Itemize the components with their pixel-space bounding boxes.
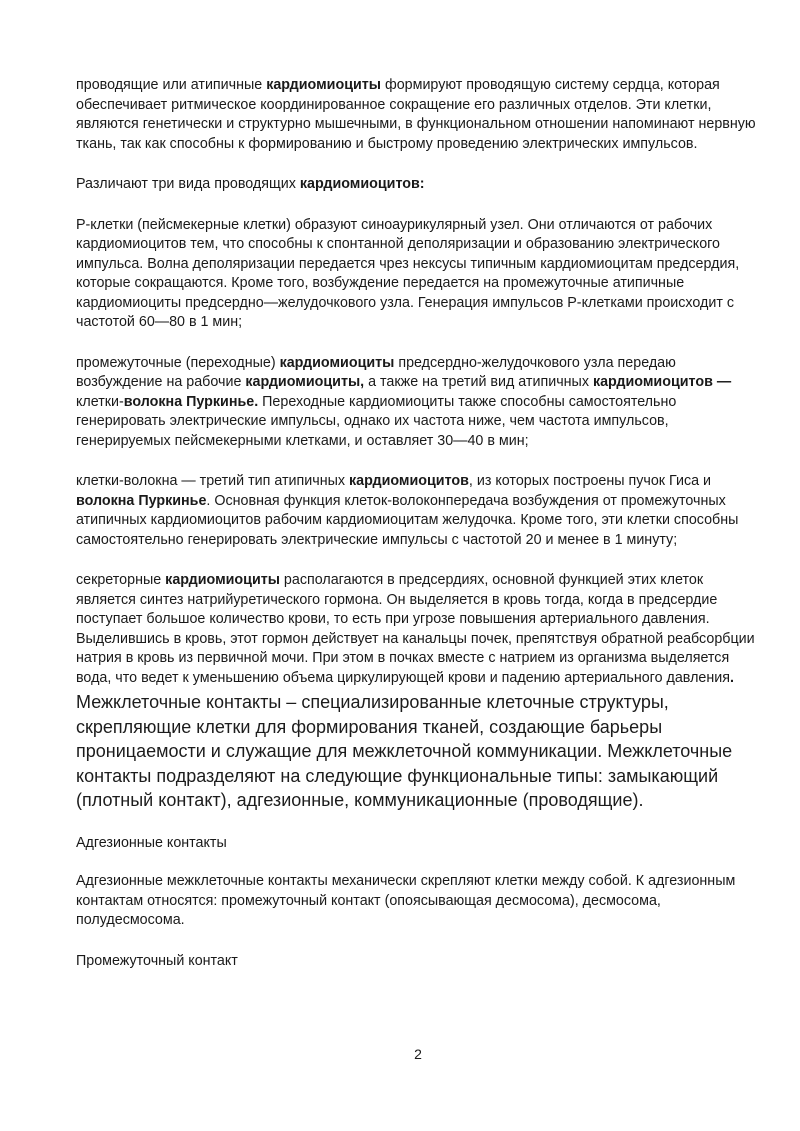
heading-adhesion-contacts: Адгезионные контакты [76, 834, 227, 851]
paragraph-secretory-cardiomyocytes: секреторные кардиомиоциты располагаются в предсердиях, основной функцией этих клеток является синтез натрийуретического гормона. Он выделяется в кровь тогда, когда в предсердие поступает большое количество крови, то есть при угрозе повышения артериального давления. Выделившись в кровь, этот гормон действует на канальцы почек, препятствуя обратной реабсорбции натрия в кровь из первичной мочи. При этом в почках вместе с натрием из организма выделяется вода, что ведет к уменьшению объема циркулирующей крови и падению артериального давления. [76, 572, 755, 686]
heading-intermediate-contact: Промежуточный контакт [76, 952, 238, 969]
paragraph-transitional-cardiomyocytes: промежуточные (переходные) кардиомиоциты предсердно-желудочкового узла передаю возбуждение на рабочие кардиомиоциты, а также на третий вид атипичных кардиомиоцитов — клетки-волокна Пуркинье. Переходные кардиомиоциты также способны самостоятельно генерировать электрические импульсы, однако их частота ниже, чем частота импульсов, генерируемых пейсмекерными клетками, и оставляет 30—40 в мин; [76, 354, 732, 449]
page-number: 2 [414, 1046, 422, 1062]
paragraph-p-cells: Р-клетки (пейсмекерные клетки) образуют синоаурикулярный узел. Они отличаются от рабочих кардиомиоцитов тем, что способны к спонтанной деполяризации и образованию электрического импульса. Волна деполяризации передается чрез нексусы типичным кардиомиоцитам предсердия, которые сокращаются. Кроме того, возбуждение передается на промежуточные атипичные кардиомиоциты предсердно—желудочкового узла. Генерация импульсов Р-клетками происходит с частотой 60—80 в 1 мин; [76, 216, 740, 330]
paragraph-intercellular-contacts: Межклеточные контакты – специализированные клеточные структуры, скрепляющие клетки для формирования тканей, создающие барьеры проницаемости и служащие для межклеточной коммуникации. Межклеточные контакты подразделяют на следующие функциональные типы: замыкающий (плотный контакт), адгезионные, коммуникационные (проводящие). [76, 692, 733, 811]
paragraph-conducting-cardiomyocytes: проводящие или атипичные кардиомиоциты формируют проводящую систему сердца, которая обеспечивает ритмическое координированное сокращение его различных отделов. Эти клетки, являются генетически и структурно мышечными, в функциональном отношении напоминают нервную ткань, так как способны к формированию и быстрому проведению электрических импульсов. [76, 77, 756, 152]
paragraph-three-types: Различают три вида проводящих кардиомиоцитов: [76, 176, 425, 192]
paragraph-adhesion-contacts: Адгезионные межклеточные контакты механически скрепляют клетки между собой. К адгезионным контактам относятся: промежуточный контакт (опоясывающая десмосома), десмосома, полудесмосома. [76, 873, 736, 929]
paragraph-cell-fibers: клетки-волокна — третий тип атипичных кардиомиоцитов, из которых построены пучок Гиса и волокна Пуркинье. Основная функция клеток-волоконпередача возбуждения от промежуточных атипичных кардиомиоцитов рабочим кардиомиоцитам желудочка. Кроме того, эти клетки способны самостоятельно генерировать электрические импульсы с частотой 20 и менее в 1 минуту; [76, 473, 739, 548]
